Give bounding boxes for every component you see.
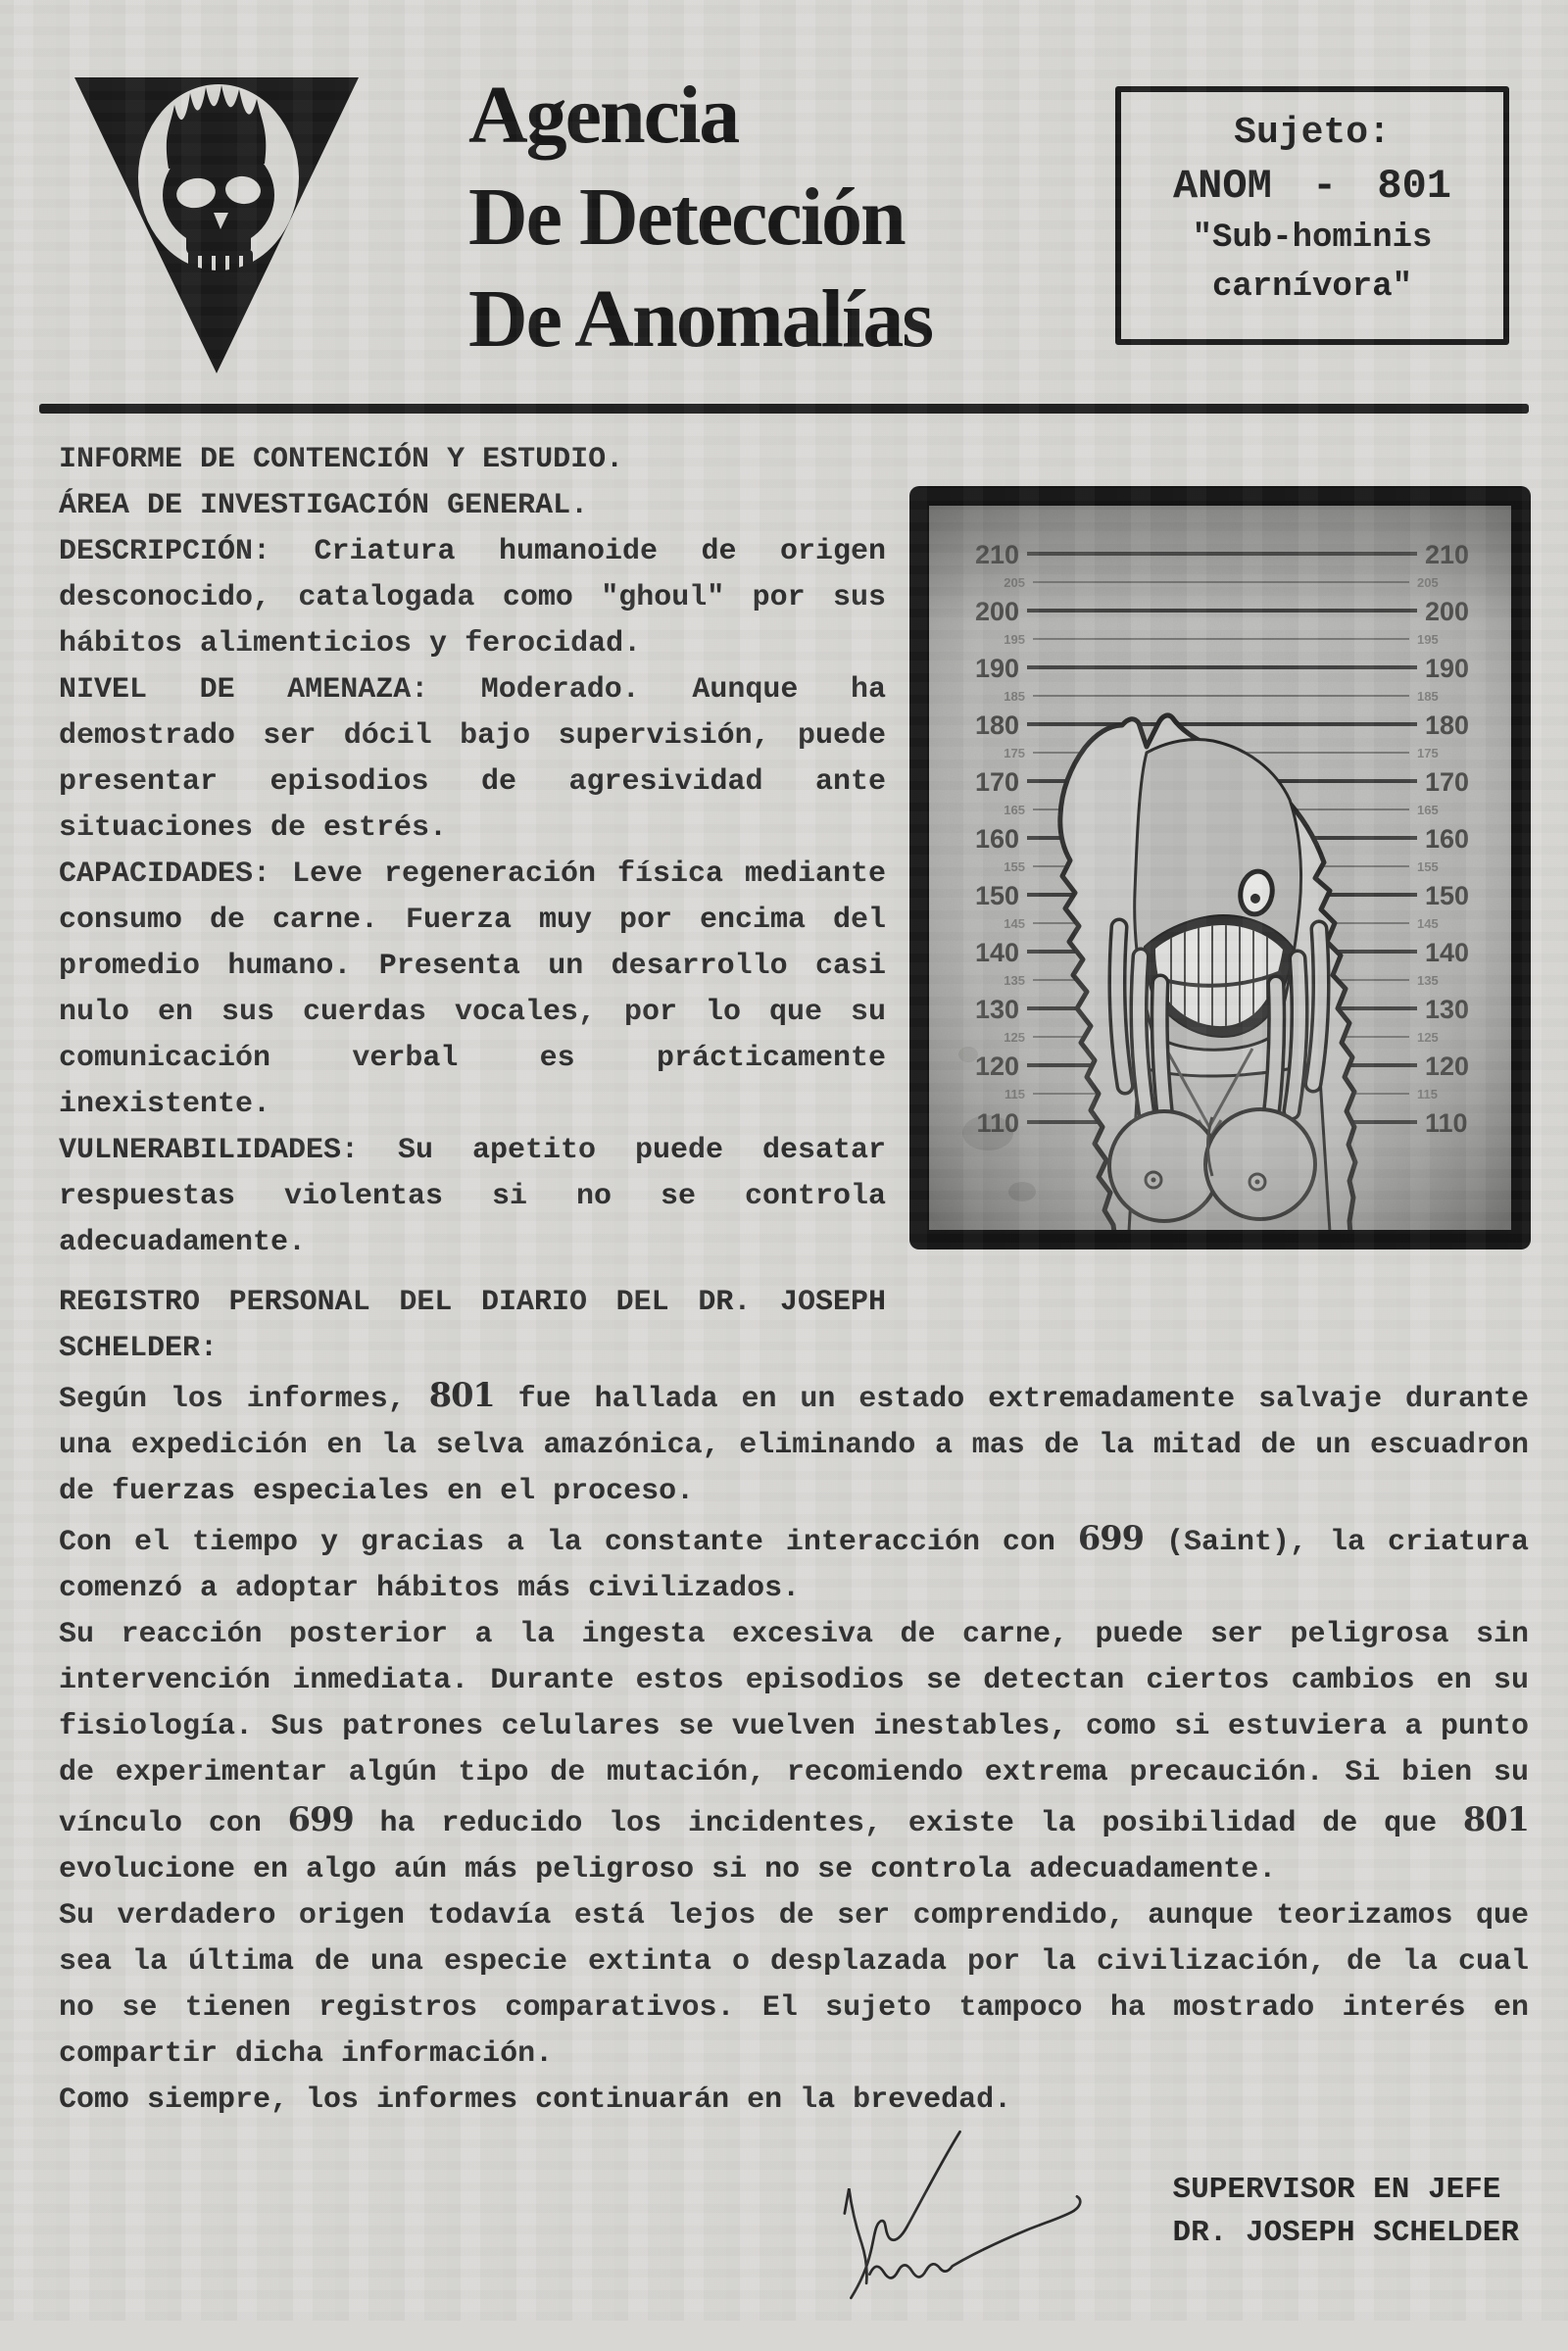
- paragraph-registro-4: Su verdadero origen todavía está lejos de ser comprendido, aunque teorizamos que sea la última de una especie extinta o desplazada por la civilización, de la cual no se tienen registros comparativos. El sujeto tampoco ha mostrado interés en compartir dicha información.: [59, 1899, 1529, 2071]
- paragraph-capacidades: CAPACIDADES: Leve regeneración física mediante consumo de carne. Fuerza muy por encima del promedio humano. Presenta un desarrollo casi nulo en sus cuerdas vocales, por lo que su comunicación verbal es prácticamente inexistente.: [59, 857, 886, 1121]
- paragraph-registro-3: Su reacción posterior a la ingesta excesiva de carne, puede ser peligrosa sin intervención inmediata. Durante estos episodios se detectan ciertos cambios en su fisiología. Sus patrones celulares se vuelven inestables, como si estuviera a punto de experimentar algún tipo de mutación, recomiendo extrema precaución. Si bien su vínculo con 699 ha reducido los incidentes, existe la posibilidad de que 801 evolucione en algo aún más peligroso si no se controla adecuadamente.: [59, 1618, 1529, 1886]
- subject-alias-line: "Sub-hominis: [1192, 220, 1433, 257]
- subject-label: Sujeto:: [1234, 112, 1391, 154]
- paragraph-nivel-amenaza: NIVEL DE AMENAZA: Moderado. Aunque ha demostrado ser dócil bajo supervisión, puede presentar episodios de agresividad ante situaciones de estrés.: [59, 673, 886, 845]
- subject-mugshot-photo: [911, 488, 1529, 1248]
- skull-triangle-logo-icon: [71, 75, 363, 375]
- paragraph-descripcion: DESCRIPCIÓN: Criatura humanoide de origen desconocido, catalogada como "ghoul" por sus hábitos alimenticios y ferocidad.: [59, 535, 886, 661]
- supervisor-name: DR. JOSEPH SCHELDER: [1172, 2216, 1519, 2250]
- supervisor-block: [1173, 2169, 1519, 2255]
- mugshot-canvas: [929, 506, 1511, 1230]
- header: [59, 0, 1529, 404]
- paragraph-area: ÁREA DE INVESTIGACIÓN GENERAL.: [59, 489, 589, 522]
- subject-alias-line: carnívora": [1211, 269, 1413, 306]
- paragraph-registro-2: Con el tiempo y gracias a la constante interacción con 699 (Saint), la criatura comenzó a adoptar hábitos más civilizados.: [59, 1518, 1530, 1605]
- paragraph-vulnerabilidades: VULNERABILIDADES: Su apetito puede desatar respuestas violentas si no se controla adecuadamente.: [59, 1134, 886, 1259]
- paragraph-registro-1: Según los informes, 801 fue hallada en un estado extremadamente salvaje durante una expedición en la selva amazónica, eliminando a mas de la mitad de un escuadron de fuerzas especiales en el proceso.: [59, 1375, 1529, 1508]
- agency-title-line: Agencia: [468, 70, 739, 161]
- header-divider: [39, 404, 1529, 414]
- footer: [59, 2124, 1529, 2351]
- agency-title: [468, 65, 932, 370]
- subject-id-box: [1115, 86, 1509, 345]
- paragraph-registro-titulo: REGISTRO PERSONAL DEL DIARIO DEL DR. JOSEPH SCHELDER:: [59, 1286, 886, 1365]
- paragraph-informe: INFORME DE CONTENCIÓN Y ESTUDIO.: [59, 443, 624, 476]
- supervisor-title: SUPERVISOR EN JEFE: [1172, 2173, 1501, 2207]
- report-body: [59, 437, 1529, 2124]
- subject-code: ANOM - 801: [1172, 163, 1452, 210]
- signature-scribble: [779, 2118, 1099, 2305]
- agency-title-line: De Anomalías: [468, 273, 933, 365]
- agency-title-line: De Detección: [468, 171, 905, 263]
- paragraph-cierre: Como siempre, los informes continuarán en la brevedad.: [59, 2083, 1012, 2117]
